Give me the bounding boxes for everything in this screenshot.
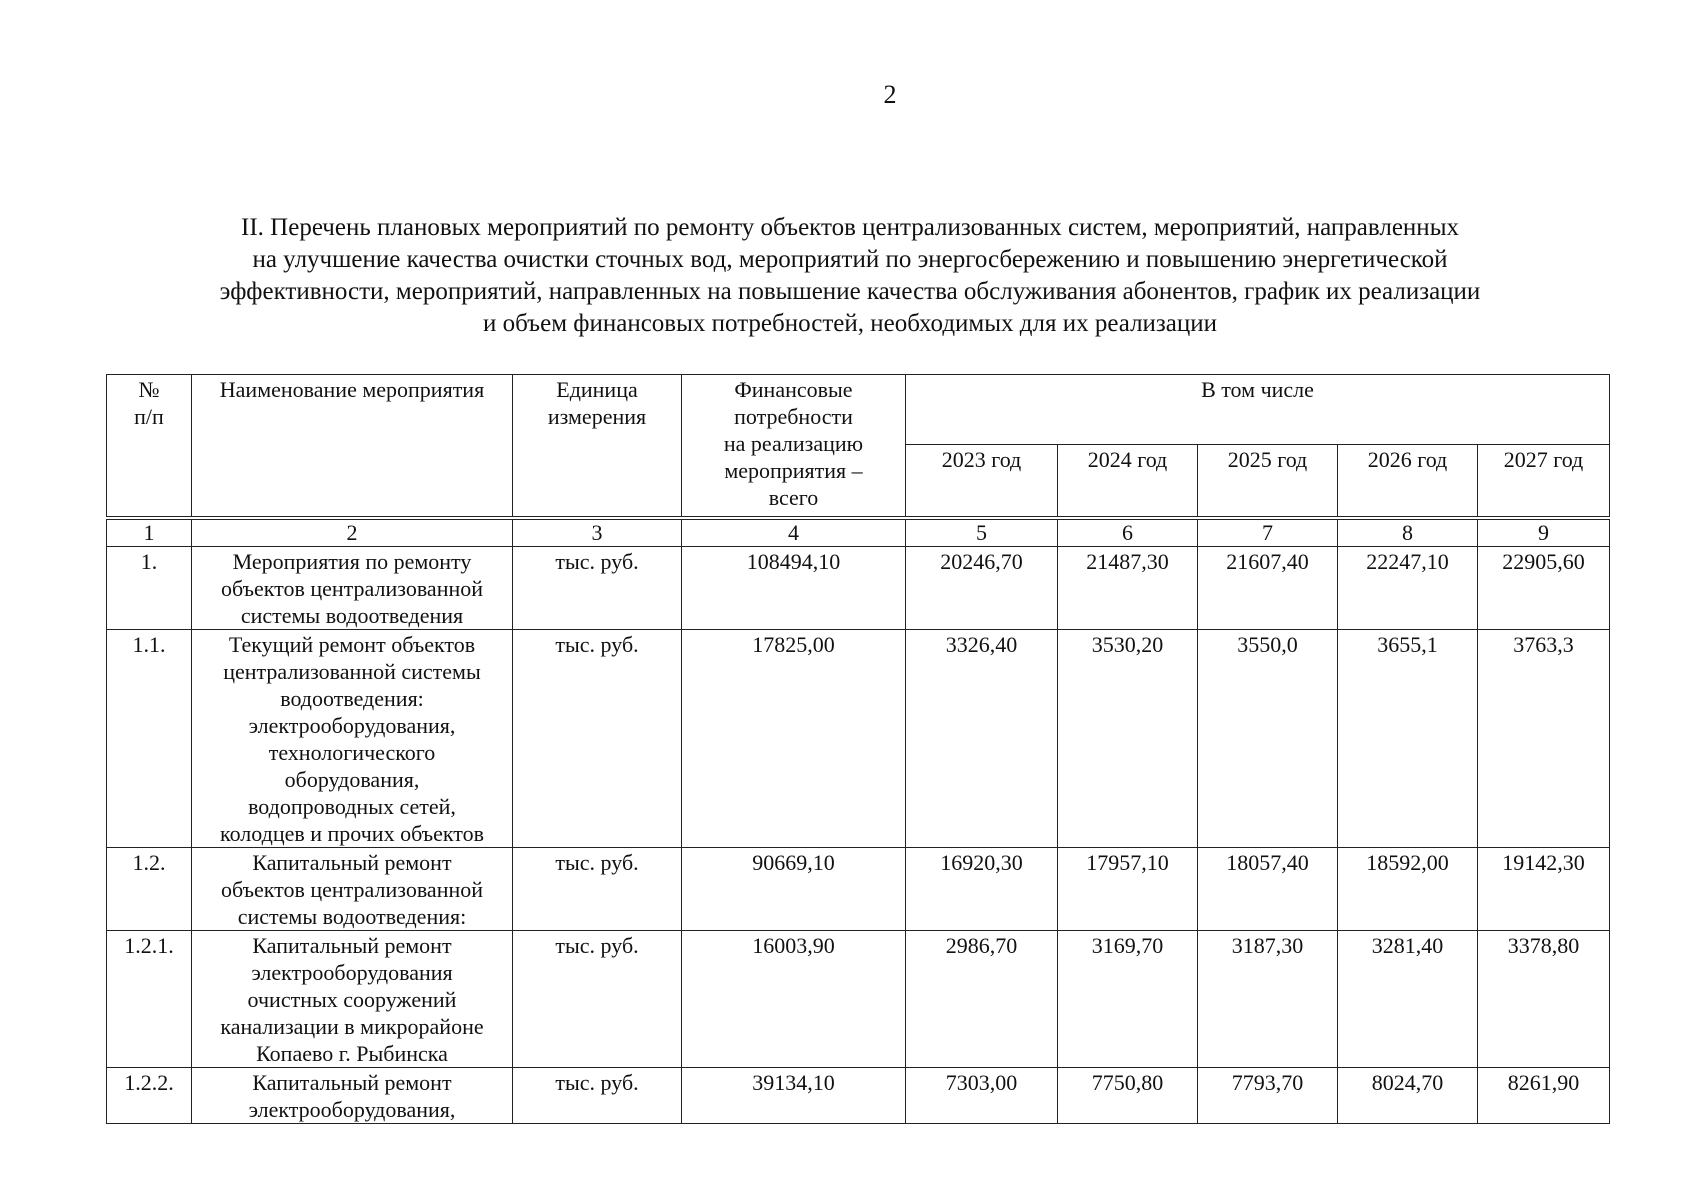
row-total: 16003,90 xyxy=(682,931,906,1068)
row-name xyxy=(192,547,513,630)
row-name xyxy=(192,848,513,931)
table-row xyxy=(107,630,1610,848)
name-line: системы водоотведения: xyxy=(237,904,467,929)
column-index-row xyxy=(107,518,1610,547)
header-in-total: В том числе xyxy=(906,375,1610,445)
row-year-value: 3550,0 xyxy=(1198,630,1338,848)
name-line: системы водоотведения xyxy=(240,603,464,628)
row-year-value: 8261,90 xyxy=(1478,1068,1610,1124)
row-number: 1.2. xyxy=(107,848,192,931)
row-name xyxy=(192,1068,513,1124)
header-year: 2025 год xyxy=(1198,444,1338,518)
row-year-value: 3378,80 xyxy=(1478,931,1610,1068)
name-line: электрооборудования, xyxy=(248,713,456,738)
name-line: электрооборудования, xyxy=(248,1097,456,1122)
row-unit: тыс. руб. xyxy=(513,848,682,931)
name-line: очистных сооружений xyxy=(247,987,457,1012)
header-text: № xyxy=(138,377,160,402)
row-year-value: 22905,60 xyxy=(1478,547,1610,630)
row-year-value: 17957,10 xyxy=(1058,848,1198,931)
row-year-value: 3326,40 xyxy=(906,630,1058,848)
name-line: электрооборудования xyxy=(251,960,453,985)
name-line: централизованной системы xyxy=(223,659,481,684)
row-year-value: 16920,30 xyxy=(906,848,1058,931)
header-name: Наименование мероприятия xyxy=(192,375,513,519)
header-num xyxy=(107,375,192,519)
row-number: 1.2.2. xyxy=(107,1068,192,1124)
column-index: 7 xyxy=(1198,518,1338,547)
row-unit: тыс. руб. xyxy=(513,547,682,630)
header-text: измерения xyxy=(547,404,647,429)
header-year: 2027 год xyxy=(1478,444,1610,518)
row-year-value: 22247,10 xyxy=(1338,547,1478,630)
row-number: 1.2.1. xyxy=(107,931,192,1068)
name-line: Капитальный ремонт xyxy=(252,850,452,875)
row-year-value: 3187,30 xyxy=(1198,931,1338,1068)
column-index: 5 xyxy=(906,518,1058,547)
row-year-value: 3530,20 xyxy=(1058,630,1198,848)
name-line: Капитальный ремонт xyxy=(252,933,452,958)
plan-table xyxy=(106,374,1610,1124)
row-year-value: 21487,30 xyxy=(1058,547,1198,630)
name-line: водоотведения: xyxy=(280,686,424,711)
row-year-value: 20246,70 xyxy=(906,547,1058,630)
row-year-value: 3655,1 xyxy=(1338,630,1478,848)
title-line: и объем финансовых потребностей, необходимых для их реализации xyxy=(482,310,1218,337)
row-total: 90669,10 xyxy=(682,848,906,931)
table-row xyxy=(107,547,1610,630)
row-year-value: 21607,40 xyxy=(1198,547,1338,630)
row-year-value: 8024,70 xyxy=(1338,1068,1478,1124)
header-text: потребности xyxy=(734,404,853,429)
column-index: 9 xyxy=(1478,518,1610,547)
row-total: 39134,10 xyxy=(682,1068,906,1124)
header-text: Финансовые xyxy=(734,377,853,402)
header-year: 2024 год xyxy=(1058,444,1198,518)
document-title xyxy=(120,212,1580,340)
header-text: всего xyxy=(768,485,819,510)
name-line: колодцев и прочих объектов xyxy=(220,821,484,846)
title-line: II. Перечень плановых мероприятий по ремонту объектов централизованных систем, мероприятий, направленных xyxy=(241,214,1459,241)
row-total: 17825,00 xyxy=(682,630,906,848)
row-number: 1. xyxy=(107,547,192,630)
header-row xyxy=(107,375,1610,445)
header-text: п/п xyxy=(134,404,164,429)
name-line: Мероприятия по ремонту xyxy=(232,549,472,574)
name-line: Копаево г. Рыбинска xyxy=(256,1041,448,1066)
row-year-value: 3763,3 xyxy=(1478,630,1610,848)
header-year: 2023 год xyxy=(906,444,1058,518)
column-index: 1 xyxy=(107,518,192,547)
page-number: 2 xyxy=(883,80,897,109)
row-year-value: 19142,30 xyxy=(1478,848,1610,931)
name-line: Текущий ремонт объектов xyxy=(228,632,476,657)
name-line: оборудования, xyxy=(284,767,420,792)
row-unit: тыс. руб. xyxy=(513,630,682,848)
row-name xyxy=(192,630,513,848)
name-line: водопроводных сетей, xyxy=(248,794,456,819)
column-index: 2 xyxy=(192,518,513,547)
row-unit: тыс. руб. xyxy=(513,931,682,1068)
row-name xyxy=(192,931,513,1068)
name-line: объектов централизованной xyxy=(220,877,484,902)
name-line: объектов централизованной xyxy=(220,576,484,601)
header-year: 2026 год xyxy=(1338,444,1478,518)
name-line: канализации в микрорайоне xyxy=(220,1014,484,1039)
header-finance xyxy=(682,375,906,519)
row-year-value: 3169,70 xyxy=(1058,931,1198,1068)
table-row xyxy=(107,848,1610,931)
column-index: 8 xyxy=(1338,518,1478,547)
row-year-value: 7793,70 xyxy=(1198,1068,1338,1124)
title-line: на улучшение качества очистки сточных вод, мероприятий по энергосбережению и повышению энергетической xyxy=(252,246,1448,273)
row-total: 108494,10 xyxy=(682,547,906,630)
row-year-value: 7750,80 xyxy=(1058,1068,1198,1124)
row-year-value: 3281,40 xyxy=(1338,931,1478,1068)
name-line: Капитальный ремонт xyxy=(252,1070,452,1095)
header-text: мероприятия – xyxy=(724,458,863,483)
header-text: Единица xyxy=(556,377,638,402)
title-line: эффективности, мероприятий, направленных на повышение качества обслуживания абонентов, график их реализации xyxy=(219,278,1481,305)
column-index: 6 xyxy=(1058,518,1198,547)
table-row xyxy=(107,931,1610,1068)
row-number: 1.1. xyxy=(107,630,192,848)
header-text: на реализацию xyxy=(723,431,864,456)
row-year-value: 18057,40 xyxy=(1198,848,1338,931)
row-unit: тыс. руб. xyxy=(513,1068,682,1124)
column-index: 4 xyxy=(682,518,906,547)
header-unit xyxy=(513,375,682,519)
row-year-value: 2986,70 xyxy=(906,931,1058,1068)
row-year-value: 7303,00 xyxy=(906,1068,1058,1124)
name-line: технологического xyxy=(268,740,436,765)
table-row xyxy=(107,1068,1610,1124)
row-year-value: 18592,00 xyxy=(1338,848,1478,931)
column-index: 3 xyxy=(513,518,682,547)
